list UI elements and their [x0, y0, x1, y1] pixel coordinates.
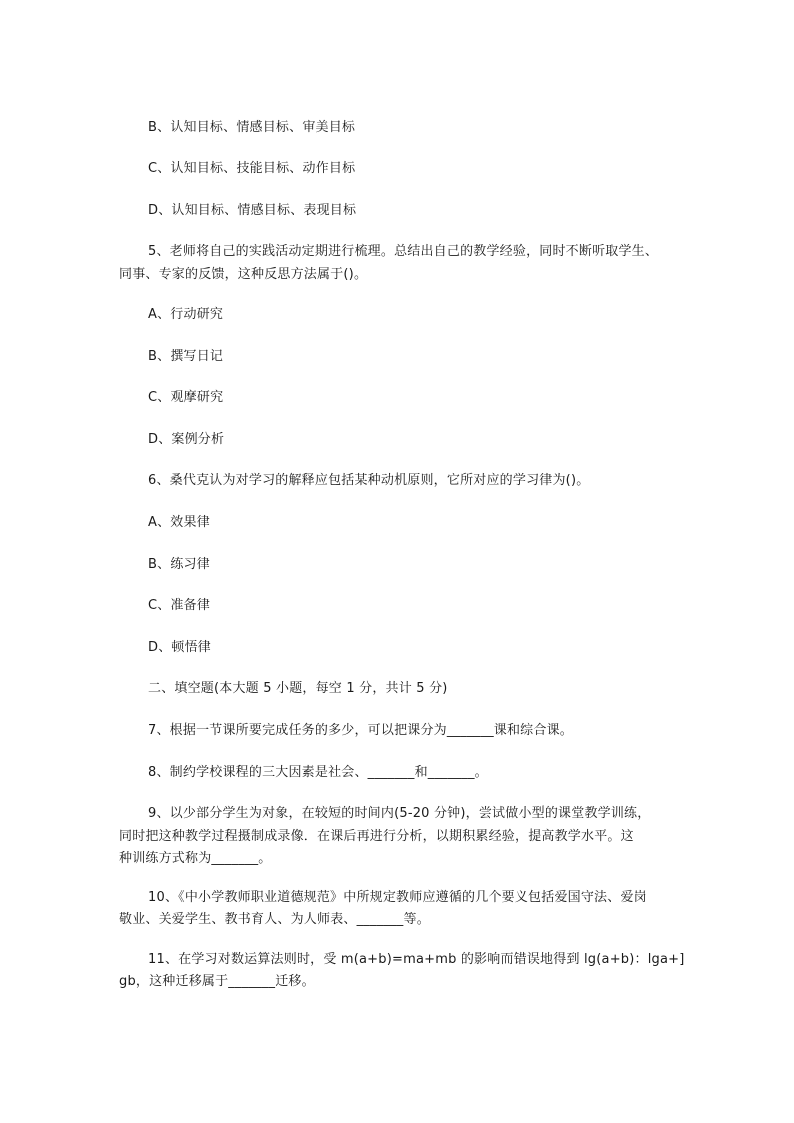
q11-line2: gb，这种迁移属于_______迁移。: [119, 974, 315, 989]
q6-option-d: D、顿悟律: [148, 640, 212, 655]
q10-line1: 10、《中小学教师职业道德规范》中所规定教师应遵循的几个要义包括爱国守法、爱岗: [148, 890, 647, 905]
q5-option-d: D、案例分析: [148, 432, 225, 447]
q9-line1: 9、以少部分学生为对象，在较短的时间内(5-20 分钟)，尝试做小型的课堂教学训练，: [148, 806, 651, 821]
q4-option-b: B、认知目标、情感目标、审美目标: [148, 120, 356, 135]
q9-line3: 种训练方式称为_______。: [119, 851, 272, 866]
q4-option-c: C、认知目标、技能目标、动作目标: [148, 161, 356, 176]
q5-option-a: A、行动研究: [148, 307, 224, 322]
q6-option-b: B、练习律: [148, 557, 210, 572]
q5-option-b: B、撰写日记: [148, 349, 224, 364]
q5-stem-line1: 5、老师将自己的实践活动定期进行梳理。总结出自己的教学经验，同时不断听取学生、: [148, 244, 659, 259]
q7-stem: 7、根据一节课所要完成任务的多少，可以把课分为_______课和综合课。: [148, 723, 573, 738]
q6-option-a: A、效果律: [148, 515, 210, 530]
q11-line1: 11、在学习对数运算法则时，受 m(a+b)=ma+mb 的影响而错误地得到 lg(a+b)：lga+]: [148, 952, 685, 967]
q9-line2: 同时把这种教学过程摄制成录像．在课后再进行分析，以期积累经验，提高教学水平。这: [119, 829, 634, 844]
q6-stem: 6、桑代克认为对学习的解释应包括某种动机原则，它所对应的学习律为()。: [148, 473, 590, 488]
q6-option-c: C、准备律: [148, 598, 211, 613]
section-heading: 二、填空题(本大题 5 小题，每空 1 分，共计 5 分): [148, 681, 448, 696]
q5-option-c: C、观摩研究: [148, 390, 224, 405]
q5-stem-line2: 同事、专家的反馈，这种反思方法属于()。: [119, 267, 368, 282]
q8-stem: 8、制约学校课程的三大因素是社会、_______和_______。: [148, 765, 488, 780]
q4-option-d: D、认知目标、情感目标、表现目标: [148, 203, 357, 218]
q10-line2: 敬业、关爱学生、教书育人、为人师表、_______等。: [119, 912, 430, 927]
